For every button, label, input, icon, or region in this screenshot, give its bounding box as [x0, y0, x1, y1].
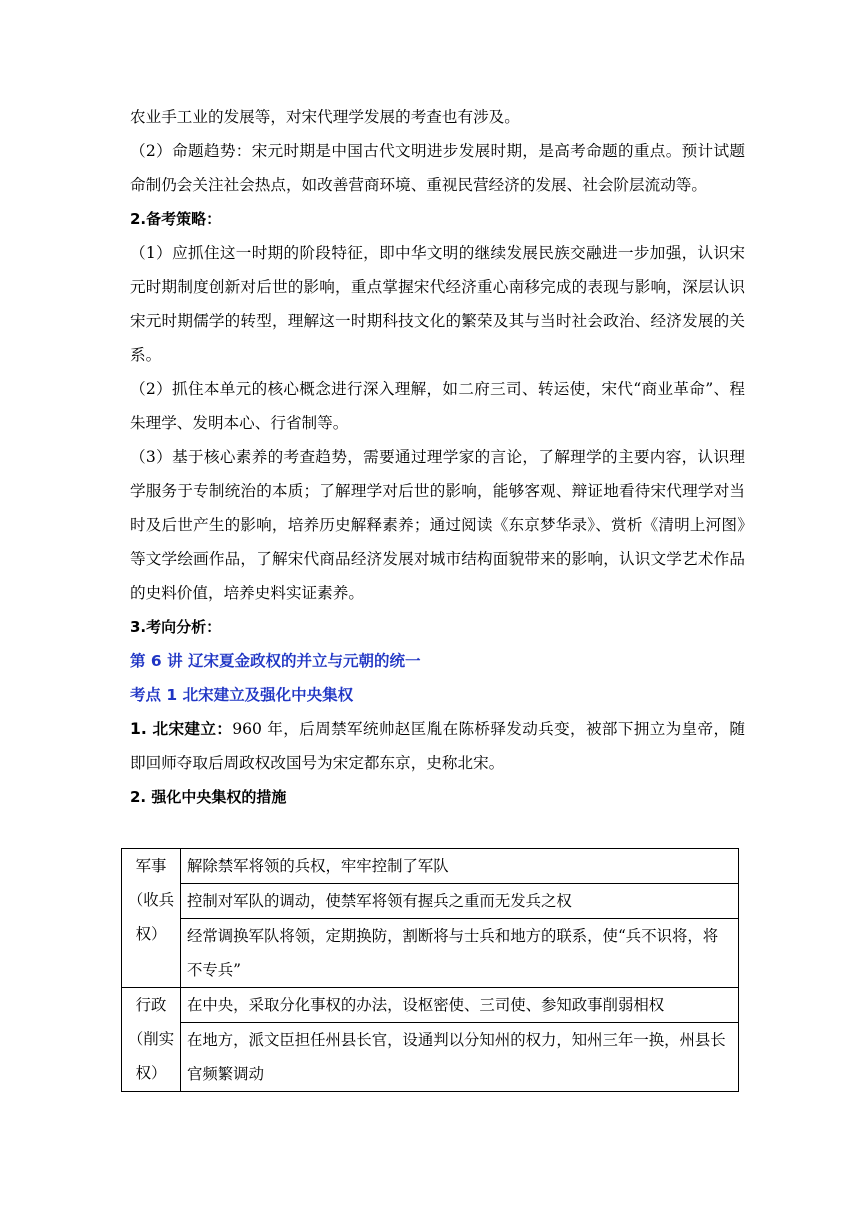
- kaodian-title: 考点 1 北宋建立及强化中央集权: [130, 686, 354, 704]
- paragraph-strategy-1: （1）应抓住这一时期的阶段特征，即中华文明的继续发展民族交融进一步加强，认识宋元时期制度创新对后世的影响，重点掌握宋代经济重心南移完成的表现与影响，深层认识宋元时期儒学的转型，理解这一时期科技文化的繁荣及其与当时社会政治、经济发展的关系。: [130, 244, 745, 364]
- table-cell: 控制对军队的调动，使禁军将领有握兵之重而无发兵之权: [181, 884, 739, 919]
- measures-table: [121, 848, 739, 1092]
- category-admin: 行政（削实权）: [122, 988, 181, 1092]
- paragraph-strategy-3: （3）基于核心素养的考查趋势，需要通过理学家的言论，了解理学的主要内容，认识理学服务于专制统治的本质；了解理学对后世的影响，能够客观、辩证地看待宋代理学对当时及后世产生的影响，培养历史解释素养；通过阅读《东京梦华录》、赏析《清明上河图》等文学绘画作品，了解宋代商品经济发展对城市结构面貌带来的影响，认识文学艺术作品的史料价值，培养史料实证素养。: [130, 448, 745, 602]
- northern-song-label: 1. 北宋建立：: [130, 720, 233, 738]
- table-row: [122, 1023, 739, 1092]
- northern-song-text: 960 年，后周禁军统帅赵匡胤在陈桥驿发动兵变，被部下拥立为皇帝，随即回师夺取后周政权改国号为宋定都东京，史称北宋。: [130, 720, 745, 772]
- table-cell: 在地方，派文臣担任州县长官，设通判以分知州的权力，知州三年一换，州县长官频繁调动: [181, 1023, 739, 1092]
- table-cell: 解除禁军将领的兵权，牢牢控制了军队: [181, 849, 739, 884]
- lecture-title: 第 6 讲 辽宋夏金政权的并立与元朝的统一: [130, 652, 421, 670]
- category-military: 军事（收兵权）: [122, 849, 181, 988]
- section-heading-measures: 2. 强化中央集权的措施: [130, 788, 287, 806]
- section-heading-strategy: 2.备考策略：: [130, 210, 222, 228]
- table-row: [122, 884, 739, 919]
- document-body: [130, 100, 745, 814]
- paragraph-northern-song: [130, 712, 745, 780]
- section-heading-analysis: 3.考向分析：: [130, 618, 222, 636]
- paragraph-strategy-2: （2）抓住本单元的核心概念进行深入理解，如二府三司、转运使，宋代“商业革命”、程朱理学、发明本心、行省制等。: [130, 380, 745, 432]
- table-cell: 在中央，采取分化事权的办法，设枢密使、三司使、参知政事削弱相权: [181, 988, 739, 1023]
- paragraph-continuation: 农业手工业的发展等，对宋代理学发展的考查也有涉及。: [130, 108, 520, 126]
- table-row: [122, 919, 739, 988]
- paragraph-trend: （2）命题趋势：宋元时期是中国古代文明进步发展时期，是高考命题的重点。预计试题命制仍会关注社会热点，如改善营商环境、重视民营经济的发展、社会阶层流动等。: [130, 142, 745, 194]
- table-cell: 经常调换军队将领，定期换防，割断将与士兵和地方的联系，使“兵不识将，将不专兵”: [181, 919, 739, 988]
- table-row: [122, 988, 739, 1023]
- table-row: [122, 849, 739, 884]
